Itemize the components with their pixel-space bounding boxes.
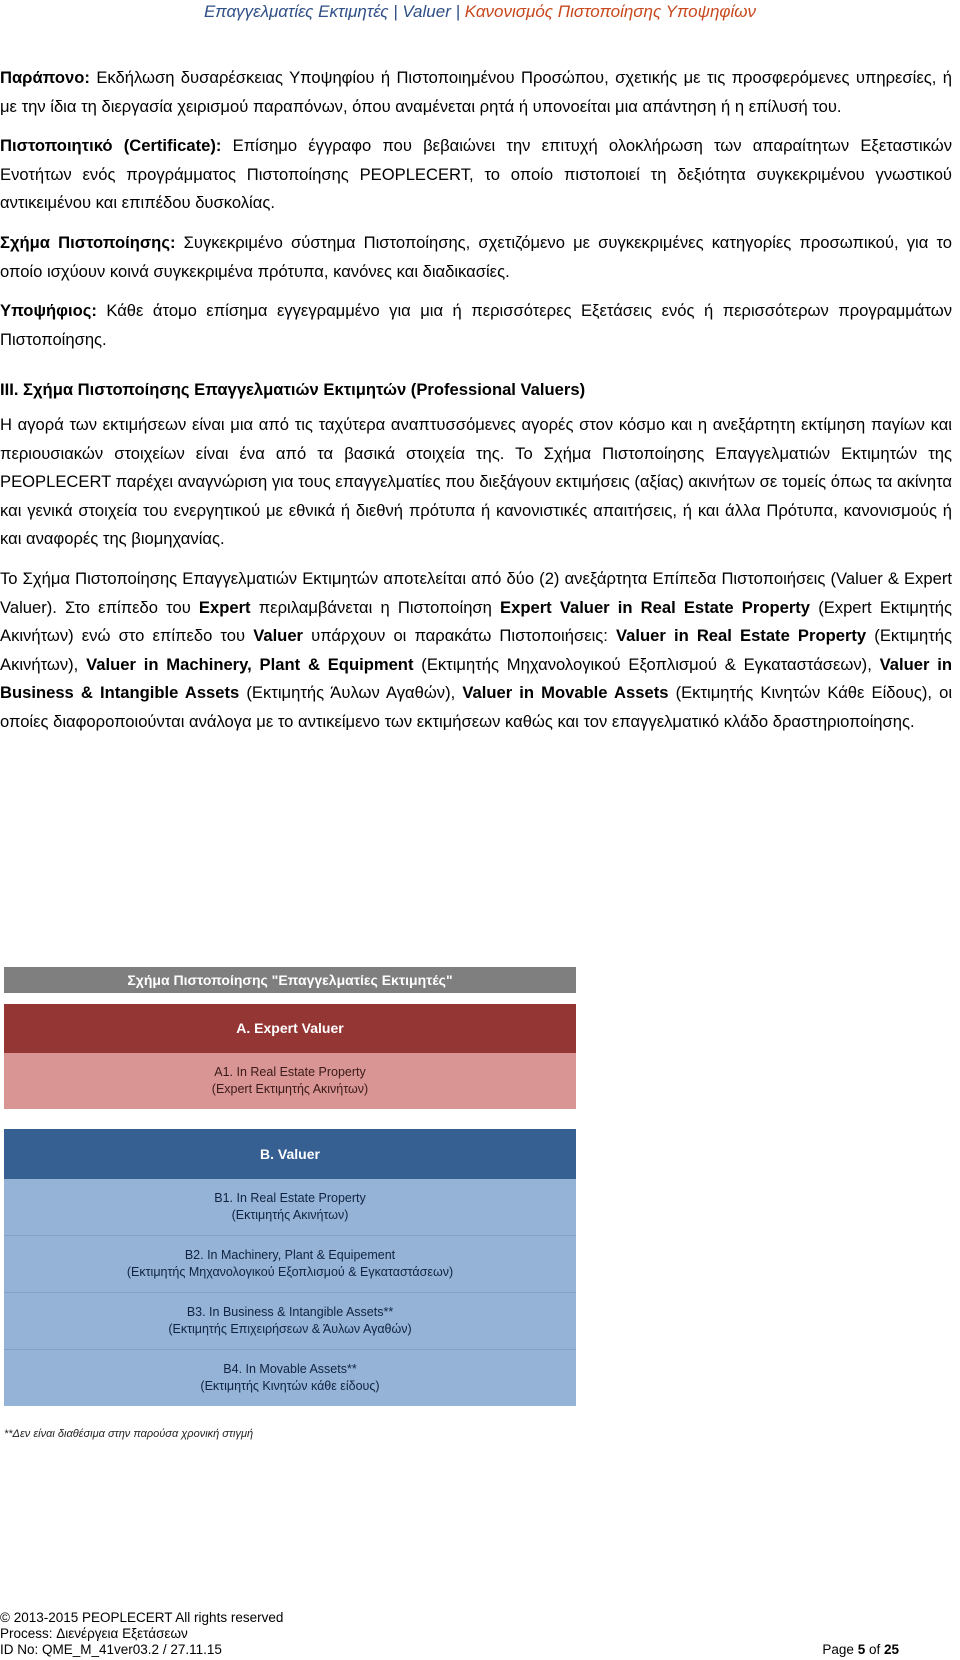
diagram-item-title: B4. In Movable Assets** — [223, 1362, 357, 1376]
emphasized-term: Valuer — [253, 626, 304, 646]
definition-text: Εκδήλωση δυσαρέσκειας Υποψηφίου ή Πιστοποιημένου Προσώπου, σχετικής με τις προσφερόμενες υπηρεσίες, ή με την ίδια τη διεργασία χειρισμού παραπόνων, όπου αναμένεται ρητά ή υπονοείται μια απάντηση ή η επίλυσή του. — [0, 68, 952, 116]
document-body — [0, 64, 952, 747]
definition-text: Συγκεκριμένο σύστημα Πιστοποίησης, σχετιζόμενο με συγκεκριμένες κατηγορίες προσωπικού, για το οποίο ισχύουν κοινά συγκεκριμένα πρότυπα, κανόνες και διαδικασίες. — [0, 232, 952, 281]
section-paragraph-2 — [0, 565, 952, 737]
diagram-item-b2 — [4, 1236, 576, 1293]
footer-process: Process: Διενέργεια Εξετάσεων — [0, 1626, 188, 1641]
paragraph-run: υπάρχουν οι παρακάτω Πιστοποιήσεις: — [303, 626, 617, 646]
paragraph-run: (Εκτιμητής Άυλων Αγαθών), — [239, 683, 463, 703]
definition-term: Παράπονο: — [0, 68, 90, 87]
diagram-item-subtitle: (Εκτιμητής Μηχανολογικού Εξοπλισμού & Εγκαταστάσεων) — [126, 1265, 454, 1279]
definition-certificate — [0, 132, 952, 218]
diagram-item-title: B1. In Real Estate Property — [214, 1191, 366, 1205]
emphasized-term: Expert Valuer in Real Estate Property — [500, 597, 811, 617]
definition-text: Επίσημο έγγραφο που βεβαιώνει την επιτυχή ολοκλήρωση των απαραίτητων Εξεταστικών Ενοτήτων ενός προγράμματος Πιστοποίησης PEOPLECERT, το οποίο πιστοποιεί τη δεξιότητα συγκεκριμένου γνωστικού αντικειμένου και επιπέδου δυσκολίας. — [0, 136, 952, 213]
diagram-expert-level: A. Expert Valuer — [4, 1004, 576, 1053]
definition-certification-scheme — [0, 229, 952, 286]
definition-candidate — [0, 297, 952, 354]
diagram-item-subtitle: (Εκτιμητής Κινητών κάθε είδους) — [200, 1379, 380, 1393]
paragraph-run: (Εκτιμητής Κινητών Κάθε Είδους), οι οποίες διαφοροποιούνται ανάλογα με το αντικείμενο των εκτιμήσεων καθώς και τον επαγγελματικό κλάδο δραστηριοποίησης. — [0, 683, 953, 731]
diagram-title-bar: Σχήμα Πιστοποίησης "Επαγγελματίες Εκτιμητές" — [4, 967, 576, 993]
diagram-item-title: B2. In Machinery, Plant & Equipement — [184, 1248, 396, 1262]
definition-text: Κάθε άτομο επίσημα εγγεγραμμένο για μια ή περισσότερες Εξετάσεις ενός ή περισσότερων προγραμμάτων Πιστοποίησης. — [0, 301, 952, 349]
definition-term: Σχήμα Πιστοποίησης: — [0, 232, 176, 252]
emphasized-term: Valuer in Machinery, Plant & Equipment — [86, 654, 414, 674]
diagram-item-subtitle: (Expert Εκτιμητής Ακινήτων) — [211, 1082, 369, 1096]
page-header — [0, 0, 960, 26]
section-paragraph-1: Η αγορά των εκτιμήσεων είναι μια από τις ταχύτερα αναπτυσσόμενες αγορές στον κόσμο και η ανεξάρτητη εκτίμηση παγίων και περιουσιακών στοιχείων είναι ένα από τα βασικά στοιχεία της. Το Σχήμα Πιστοποίησης Επαγγελματιών Εκτιμητών της PEOPLECERT παρέχει αναγνώριση για τους επαγγελματίες που διεξάγουν εκτιμήσεις (αξίας) ακινήτων σε τομείς όπως τα ακίνητα και γενικά στοιχεία του ενεργητικού με εθνικά ή διεθνή πρότυπα ή κανονιστικές απαιτήσεις, ή και άλλα Πρότυπα, κανονισμούς ή και αναφορές της βιομηχανίας. — [0, 414, 952, 549]
definition-term: Πιστοποιητικό (Certificate): — [0, 136, 222, 156]
diagram-item-title: B3. In Business & Intangible Assets** — [186, 1305, 394, 1319]
definition-complaint — [0, 64, 952, 121]
emphasized-term: Valuer in Business & Intangible Assets — [0, 654, 953, 703]
footer-copyright: © 2013-2015 PEOPLECERT All rights reserved — [0, 1610, 284, 1625]
diagram-item-subtitle: (Εκτιμητής Ακινήτων) — [231, 1208, 349, 1222]
paragraph-run: Το Σχήμα Πιστοποίησης Επαγγελματιών Εκτιμητών αποτελείται από δύο (2) ανεξάρτητα Επίπεδα Πιστοποιήσεις (Valuer & Expert Valuer). Στο επίπεδο του — [0, 568, 952, 617]
diagram-item-b4 — [4, 1350, 576, 1406]
definition-term: Υποψήφιος: — [0, 301, 97, 321]
page-label: Page — [822, 1642, 858, 1657]
page-number — [822, 1642, 899, 1658]
header-document-title: Κανονισμός Πιστοποίησης Υποψηφίων — [464, 2, 757, 21]
diagram-item-title: A1. In Real Estate Property — [214, 1065, 366, 1079]
paragraph-run: (Εκτιμητής Ακινήτων), — [0, 626, 952, 674]
page-of: of — [865, 1642, 884, 1657]
emphasized-term: Valuer in Movable Assets — [462, 683, 669, 703]
paragraph-run: (Expert Εκτιμητής Ακινήτων) ενώ στο επίπεδο του — [0, 597, 952, 646]
page-current: 5 — [857, 1642, 866, 1657]
paragraph-run: περιλαμβάνεται η Πιστοποίηση — [250, 597, 501, 617]
footer-document-id: ID No: QME_M_41ver03.2 / 27.11.15 — [0, 1642, 222, 1657]
diagram-item-subtitle: (Εκτιμητής Επιχειρήσεων & Άυλων Αγαθών) — [168, 1322, 412, 1336]
page-footer — [0, 1610, 952, 1658]
diagram-valuer-level: B. Valuer — [4, 1129, 576, 1179]
diagram-item-b1 — [4, 1179, 576, 1236]
paragraph-run: (Εκτιμητής Μηχανολογικού Εξοπλισμού & Εγκαταστάσεων), — [413, 654, 880, 674]
emphasized-term: Expert — [198, 597, 251, 617]
header-document-scheme: Επαγγελματίες Εκτιμητές | Valuer | — [203, 2, 465, 21]
emphasized-term: Valuer in Real Estate Property — [616, 626, 867, 646]
page-total: 25 — [883, 1642, 899, 1657]
section-heading: III. Σχήμα Πιστοποίησης Επαγγελματιών Εκτιμητών (Professional Valuers) — [0, 380, 586, 400]
diagram-item-b3 — [4, 1293, 576, 1350]
diagram-footnote: **Δεν είναι διαθέσιμα στην παρούσα χρονική στιγμή — [4, 1428, 254, 1440]
diagram-item-a1 — [4, 1053, 576, 1109]
